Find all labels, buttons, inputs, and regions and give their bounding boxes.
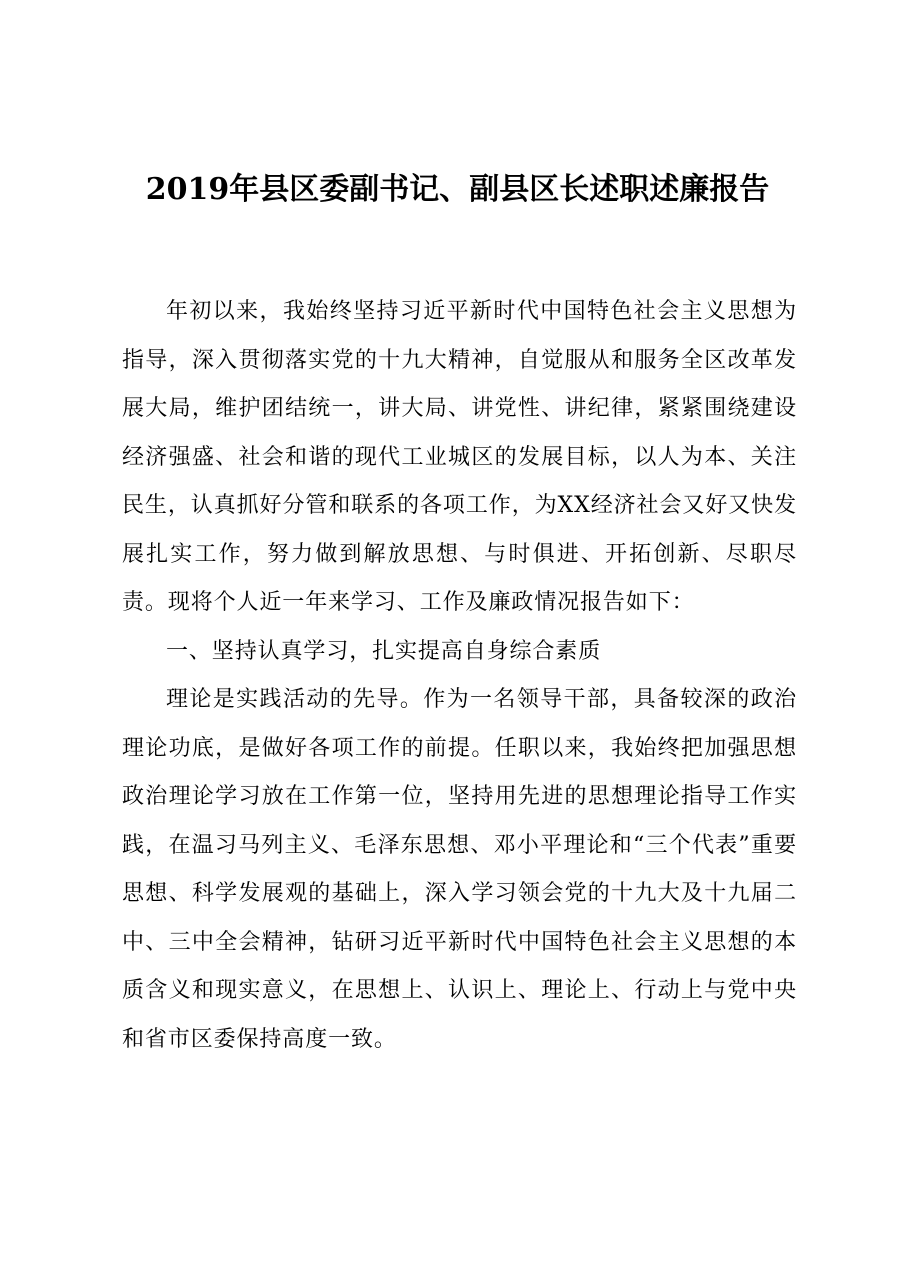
section-heading-1: 一、坚持认真学习，扎实提高自身综合素质 xyxy=(166,638,602,664)
document-body xyxy=(122,288,797,1064)
document-title: 2019年县区委副书记、副县区长述职述廉报告 xyxy=(145,172,770,207)
paragraph-intro: 年初以来，我始终坚持习近平新时代中国特色社会主义思想为指导，深入贯彻落实党的十九大精神，自觉服从和服务全区改革发展大局，维护团结统一，讲大局、讲党性、讲纪律，紧紧围绕建设经济强盛、社会和谐的现代工业城区的发展目标，以人为本、关注民生，认真抓好分管和联系的各项工作，为XX经济社会又好又快发展扎实工作，努力做到解放思想、与时俱进、开拓创新、尽职尽责。现将个人近一年来学习、工作及廉政情况报告如下： xyxy=(122,299,797,615)
paragraph-study: 理论是实践活动的先导。作为一名领导干部，具备较深的政治理论功底，是做好各项工作的前提。任职以来，我始终把加强思想政治理论学习放在工作第一位，坚持用先进的思想理论指导工作实践，在温习马列主义、毛泽东思想、邓小平理论和“三个代表”重要思想、科学发展观的基础上，深入学习领会党的十九大及十九届二中、三中全会精神，钻研习近平新时代中国特色社会主义思想的本质含义和现实意义，在思想上、认识上、理论上、行动上与党中央和省市区委保持高度一致。 xyxy=(122,687,797,1052)
